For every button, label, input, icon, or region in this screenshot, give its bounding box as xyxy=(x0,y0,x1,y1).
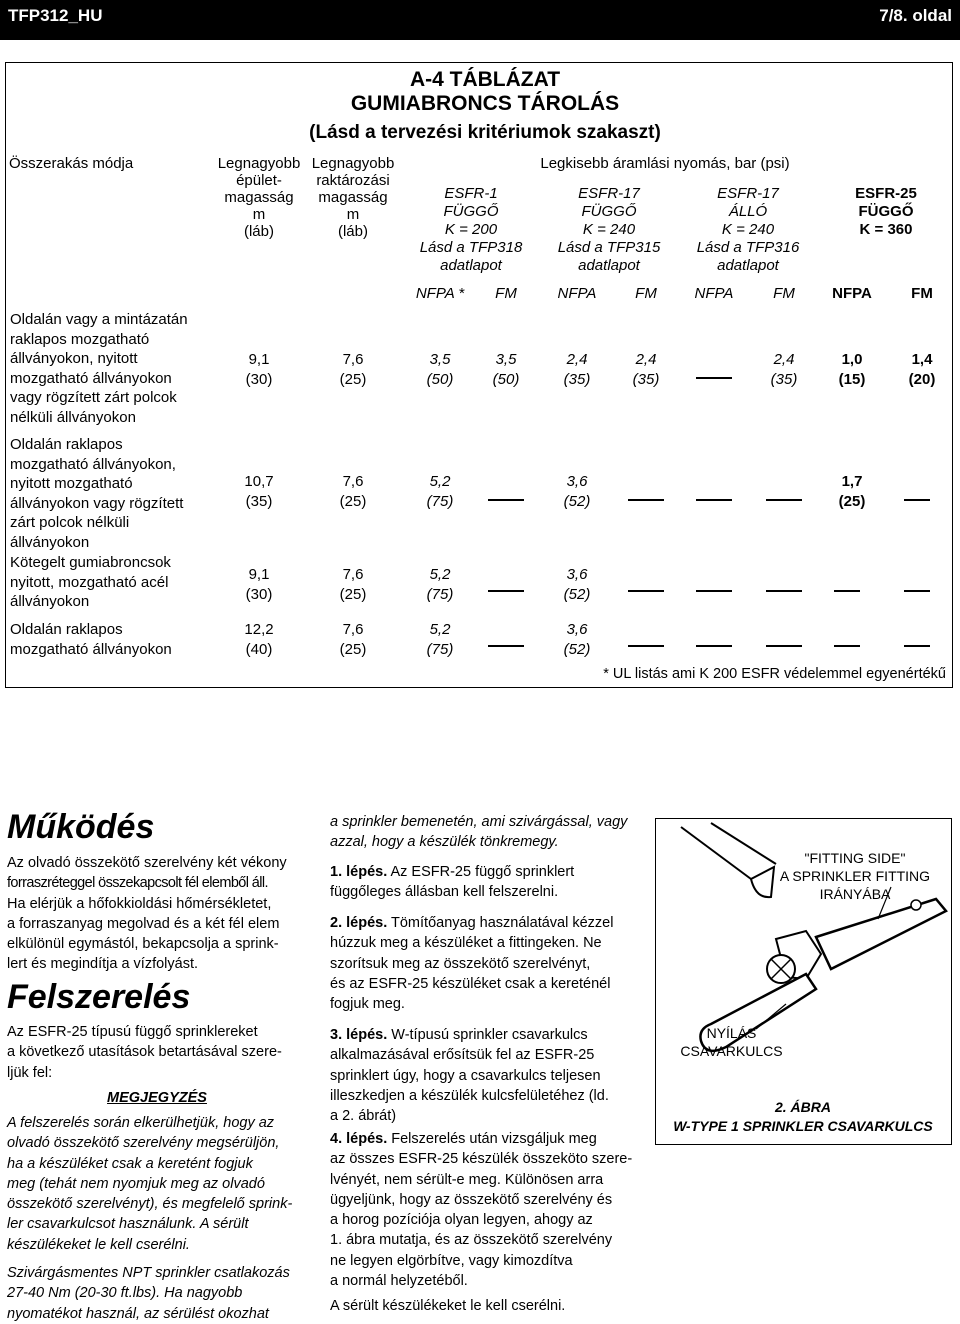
pressure-cell xyxy=(406,565,474,604)
empty-cell-dash xyxy=(904,590,930,592)
pressure-cell xyxy=(612,350,680,389)
building-height-cell xyxy=(213,472,305,511)
group-esfr17-upright xyxy=(680,185,816,275)
page-number: 7/8. oldal xyxy=(879,6,952,25)
pressure-cell xyxy=(818,350,886,389)
cell-line: (50) xyxy=(426,370,454,388)
empty-cell-dash xyxy=(696,645,732,647)
table-footnote: * UL listás ami K 200 ESFR védelemmel egyenértékű xyxy=(603,666,946,682)
building-height-cell xyxy=(213,565,305,604)
text-line: Ha elérjük a hőfokkioldási hőmérsékletet, xyxy=(7,895,272,912)
col-header-storage-height xyxy=(305,155,401,240)
text-line: lert és megindítja a vízfolyást. xyxy=(7,956,198,973)
callout-line-text: A SPRINKLER FITTING xyxy=(779,868,931,884)
empty-cell-dash xyxy=(834,645,860,647)
text-line: Tömítőanyag használatával kézzel xyxy=(391,915,614,931)
hdr-line: Legnagyobb xyxy=(217,155,301,172)
cell-line: (75) xyxy=(426,585,454,603)
text-line: függőleges állásban kell felszerelni. xyxy=(330,884,559,901)
cell-line: 1,0 xyxy=(841,351,863,368)
text-line: ljük fel: xyxy=(7,1064,53,1081)
text-line: ler csavarkulcsot használunk. A sérült xyxy=(7,1216,249,1233)
text-line: lvényét, nem sérült-e meg. Különösen arra xyxy=(330,1171,604,1188)
installation-text xyxy=(7,1022,307,1083)
hdr-line: (láb) xyxy=(243,223,274,240)
cell-line: 5,2 xyxy=(429,566,451,583)
empty-cell-dash xyxy=(766,645,802,647)
hdr-line: magasság xyxy=(318,189,388,206)
cell-line: 3,6 xyxy=(566,566,588,583)
cell-line: 7,6 xyxy=(342,566,364,583)
text-line: Az ESFR-25 függő sprinklert xyxy=(390,864,575,880)
row-label-line: raklapos mozgatható xyxy=(10,330,150,348)
row-label-line: állványokon, nyitott xyxy=(10,350,138,367)
group-line: ESFR-17 xyxy=(578,185,640,202)
group-line: adatlapot xyxy=(578,257,640,274)
text-line: a sprinkler bemenetén, ami szivárgással, vagy xyxy=(330,814,628,830)
empty-cell-dash xyxy=(628,499,664,501)
text-line: olvadó összekötő szerelvény megsérüljön, xyxy=(7,1135,280,1152)
cell-line: (35) xyxy=(632,370,660,388)
text-line: azzal, hogy a készülék tönkremegy. xyxy=(330,834,559,851)
cell-line: (30) xyxy=(245,370,273,388)
figure-2-frame xyxy=(655,818,952,1145)
cell-line: 5,2 xyxy=(429,621,451,638)
text-line: Az olvadó összekötő szerelvény két vékony xyxy=(7,855,287,871)
callout-line-text: CSAVARKULCS xyxy=(680,1043,783,1059)
col-header-min-pressure: Legkisebb áramlási nyomás, bar (psi) xyxy=(540,155,790,172)
row-label-line: nélküli állványokon xyxy=(10,408,136,426)
pressure-cell xyxy=(472,350,540,389)
cell-line: 7,6 xyxy=(342,473,364,490)
empty-cell-dash xyxy=(904,645,930,647)
row-label-line: állványokon xyxy=(10,593,90,610)
text-line: a normál helyzetéből. xyxy=(330,1273,468,1290)
pressure-cell xyxy=(818,472,886,511)
empty-cell-dash xyxy=(766,499,802,501)
empty-cell-dash xyxy=(834,590,860,592)
note-title: MEGJEGYZÉS xyxy=(107,1090,207,1106)
cell-line: 2,4 xyxy=(566,351,588,368)
empty-cell-dash xyxy=(628,590,664,592)
text-line: összekötő szerelvényt), és megfelelő sprink- xyxy=(7,1196,293,1213)
empty-cell-dash xyxy=(488,645,524,647)
row-label-line: nyitott, mozgatható acél xyxy=(10,573,169,591)
text-line: Szivárgásmentes NPT sprinkler csatlakozás xyxy=(7,1265,290,1281)
row-label-line: Oldalán raklapos xyxy=(10,621,123,638)
hdr-line: épület- xyxy=(236,172,282,189)
text-line: húzzuk meg a készüléket a fittingeken. Ne xyxy=(330,935,602,952)
sub-header-cell: FM xyxy=(773,285,795,302)
doc-code: TFP312_HU xyxy=(8,6,103,25)
empty-cell-dash xyxy=(488,590,524,592)
cell-line: (52) xyxy=(563,640,591,658)
cell-line: 9,1 xyxy=(248,351,270,368)
text-line: 1. ábra mutatja, és az összekötő szerelvény xyxy=(330,1232,613,1249)
empty-cell-dash xyxy=(766,590,802,592)
row-label-line: Oldalán raklapos xyxy=(10,436,123,453)
group-line: ESFR-25 xyxy=(855,185,917,202)
text-line: ügyeljünk, hogy az összekötő szerelvény és xyxy=(330,1191,613,1208)
group-line: Lásd a TFP316 xyxy=(696,239,800,256)
cell-line: 1,4 xyxy=(911,351,933,368)
sub-header-cell: NFPA xyxy=(694,285,734,302)
cell-line: (50) xyxy=(492,370,520,388)
callout-line-text: "FITTING SIDE" xyxy=(804,850,906,866)
cell-line: (25) xyxy=(339,492,367,510)
cell-line: 2,4 xyxy=(773,351,795,368)
cell-line: (25) xyxy=(838,492,866,510)
hdr-line: raktározási xyxy=(316,172,390,189)
text-line: 27-40 Nm (20-30 ft.lbs). Ha nagyobb xyxy=(7,1285,243,1302)
text-line: a következő utasítások betartásával szere- xyxy=(7,1044,282,1061)
row-label-line: mozgatható állványokon xyxy=(10,640,172,658)
text-line: elkülönül egymástól, bekapcsolja a sprink- xyxy=(7,936,279,953)
pressure-cell xyxy=(888,350,956,389)
group-line: K = 240 xyxy=(582,221,636,238)
step-3 xyxy=(330,1025,640,1126)
text-line: készülékeket le kell cserélni. xyxy=(7,1236,190,1253)
group-line: K = 360 xyxy=(859,221,913,238)
cell-line: (75) xyxy=(426,492,454,510)
group-esfr17-pendent xyxy=(541,185,677,275)
row-label xyxy=(10,435,210,552)
group-line: adatlapot xyxy=(440,257,502,274)
cell-line: 10,7 xyxy=(244,473,274,490)
text-line: alkalmazásával erősítsük fel az ESFR-25 xyxy=(330,1047,595,1064)
hdr-line: Legnagyobb xyxy=(311,155,395,172)
empty-cell-dash xyxy=(696,499,732,501)
wrench-head xyxy=(816,899,946,969)
step-label: 4. lépés. xyxy=(330,1131,388,1147)
group-line: ESFR-1 xyxy=(444,185,498,202)
text-line: ha a készüléket csak a keretént fogjuk xyxy=(7,1155,253,1172)
callout-line-text: NYÍLÁS xyxy=(706,1025,757,1041)
cell-line: 3,5 xyxy=(429,351,451,368)
group-line: K = 240 xyxy=(721,221,775,238)
text-line: az összes ESFR-25 készülék összeköto szere- xyxy=(330,1151,633,1168)
text-line: és az ESFR-25 készüléket csak a kereténél xyxy=(330,975,611,992)
sub-header-cell: FM xyxy=(911,285,933,302)
final-note: A sérült készülékeket le kell cserélni. xyxy=(330,1298,566,1314)
empty-cell-dash xyxy=(904,499,930,501)
row-label xyxy=(10,553,210,612)
cell-line: (35) xyxy=(245,492,273,510)
storage-height-cell xyxy=(305,350,401,389)
cell-line: 2,4 xyxy=(635,351,657,368)
text-line: Az ESFR-25 típusú függő sprinklereket xyxy=(7,1024,258,1040)
group-line: FÜGGŐ xyxy=(443,203,499,220)
cell-line: (52) xyxy=(563,585,591,603)
cell-line: (25) xyxy=(339,585,367,603)
text-line: ne legyen elgörbítve, vagy kimozdítva xyxy=(330,1252,573,1269)
group-line: K = 200 xyxy=(444,221,498,238)
group-line: Lásd a TFP318 xyxy=(419,239,523,256)
group-line: FÜGGŐ xyxy=(581,203,637,220)
cell-line: (35) xyxy=(563,370,591,388)
group-line: ESFR-17 xyxy=(717,185,779,202)
cell-line: (25) xyxy=(339,640,367,658)
table-title-line-1: A-4 TÁBLÁZAT xyxy=(409,68,561,91)
pressure-cell xyxy=(543,472,611,511)
pressure-cell xyxy=(406,350,474,389)
storage-height-cell xyxy=(305,472,401,511)
cell-line: 3,6 xyxy=(566,473,588,490)
sub-header-cell: FM xyxy=(635,285,657,302)
step-label: 1. lépés. xyxy=(330,864,388,880)
row-label-line: állványokon xyxy=(10,533,90,551)
sub-header-cell: NFPA * xyxy=(415,285,465,302)
row-label-line: zárt polcok nélküli xyxy=(10,514,130,531)
row-label xyxy=(10,620,210,659)
text-line: illeszkedjen a készülék kulcsfelületéhez (ld. xyxy=(330,1087,609,1104)
operation-text xyxy=(7,853,307,975)
building-height-cell xyxy=(213,350,305,389)
opening-callout xyxy=(664,1024,799,1060)
cell-line: 12,2 xyxy=(244,621,274,638)
cell-line: 1,7 xyxy=(841,473,863,490)
pressure-cell xyxy=(543,350,611,389)
pressure-cell xyxy=(543,565,611,604)
pressure-cell xyxy=(406,620,474,659)
sub-header-cell: NFPA xyxy=(557,285,597,302)
text-line: A felszerelés során elkerülhetjük, hogy az xyxy=(7,1115,275,1131)
page-header xyxy=(0,0,960,40)
row-label-line: mozgatható állványokon, xyxy=(10,455,176,473)
group-line: Lásd a TFP315 xyxy=(557,239,661,256)
hdr-line: m xyxy=(346,206,360,223)
heading-operation: Működés xyxy=(7,808,155,846)
cell-line: (35) xyxy=(770,370,798,388)
hdr-line: (láb) xyxy=(337,223,368,240)
text-line: nyomatékot használ, az sérülést okozhat xyxy=(7,1305,269,1322)
cell-line: (15) xyxy=(838,370,866,388)
text-line: fogjuk meg. xyxy=(330,996,405,1013)
step-label: 2. lépés. xyxy=(330,915,388,931)
heading-installation: Felszerelés xyxy=(7,978,191,1016)
cell-line: (20) xyxy=(908,370,936,388)
pressure-cell xyxy=(406,472,474,511)
cell-line: (30) xyxy=(245,585,273,603)
cell-line: 3,5 xyxy=(495,351,517,368)
row-label-line: nyitott mozgatható xyxy=(10,475,133,492)
group-line: adatlapot xyxy=(717,257,779,274)
row-label-line: vagy rögzített zárt polcok xyxy=(10,389,177,406)
step-4 xyxy=(330,1129,640,1291)
callout-line-text: IRÁNYÁBA xyxy=(819,886,891,902)
cell-line: 7,6 xyxy=(342,621,364,638)
note-text xyxy=(7,1113,307,1255)
text-line: forraszréteggel összekapcsolt fél elemből áll. xyxy=(7,875,268,892)
cell-line: (75) xyxy=(426,640,454,658)
pressure-cell xyxy=(543,620,611,659)
storage-height-cell xyxy=(305,565,401,604)
text-line: W-típusú sprinkler csavarkulcs xyxy=(391,1027,588,1043)
col2-intro xyxy=(330,812,640,853)
caption-line: 2. ÁBRA xyxy=(774,1099,831,1115)
text-line: a forraszanyag megolvad és a két fél elem xyxy=(7,915,280,932)
text-line: a 2. ábrát) xyxy=(330,1108,397,1125)
cell-line: (40) xyxy=(245,640,273,658)
cell-line: 5,2 xyxy=(429,473,451,490)
note-text-2 xyxy=(7,1263,307,1324)
table-title xyxy=(300,68,670,116)
group-line: ÁLLÓ xyxy=(728,203,768,220)
building-height-cell xyxy=(213,620,305,659)
table-title-line-2: GUMIABRONCS TÁROLÁS xyxy=(350,92,620,115)
cell-line: (52) xyxy=(563,492,591,510)
cell-line: 9,1 xyxy=(248,566,270,583)
pressure-cell xyxy=(750,350,818,389)
sub-header-cell: FM xyxy=(495,285,517,302)
step-label: 3. lépés. xyxy=(330,1027,388,1043)
empty-cell-dash xyxy=(696,590,732,592)
col-header-method: Összerakás módja xyxy=(9,155,134,172)
cell-line: (25) xyxy=(339,370,367,388)
step-2 xyxy=(330,913,640,1014)
storage-height-cell xyxy=(305,620,401,659)
text-line: meg (tehát nem nyomjuk meg az olvadó xyxy=(7,1175,265,1192)
row-label-line: mozgatható állványokon xyxy=(10,369,172,387)
group-esfr1 xyxy=(403,185,539,275)
row-label xyxy=(10,310,210,427)
figure-caption xyxy=(656,1098,950,1136)
fitting-line xyxy=(681,827,751,879)
row-label-line: Kötegelt gumiabroncsok xyxy=(10,554,171,571)
group-line: FÜGGŐ xyxy=(858,203,914,220)
fitting-side-callout xyxy=(761,849,949,903)
caption-line: W-TYPE 1 SPRINKLER CSAVARKULCS xyxy=(673,1118,933,1134)
hdr-line: magasság xyxy=(224,189,294,206)
cell-line: 3,6 xyxy=(566,621,588,638)
empty-cell-dash xyxy=(488,499,524,501)
empty-cell-dash xyxy=(628,645,664,647)
sub-header-cell: NFPA xyxy=(832,285,872,302)
col-header-building-height xyxy=(213,155,305,240)
group-esfr25-pendent xyxy=(818,185,954,239)
text-line: a horog pozíciója olyan legyen, ahogy az xyxy=(330,1212,593,1229)
row-label-line: Oldalán vagy a mintázatán xyxy=(10,311,188,328)
table-subtitle: (Lásd a tervezési kritériumok szakaszt) xyxy=(309,122,661,143)
step-1 xyxy=(330,862,640,903)
hdr-line: m xyxy=(252,206,266,223)
text-line: Felszerelés után vizsgáljuk meg xyxy=(391,1131,597,1147)
cell-line: 7,6 xyxy=(342,351,364,368)
text-line: sprinklert úgy, hogy a csavarkulcs teljesen xyxy=(330,1067,601,1084)
row-label-line: állványokon vagy rögzített xyxy=(10,494,184,512)
text-line: szorítsuk meg az összekötő szerelvényt, xyxy=(330,955,591,972)
empty-cell-dash xyxy=(696,377,732,379)
